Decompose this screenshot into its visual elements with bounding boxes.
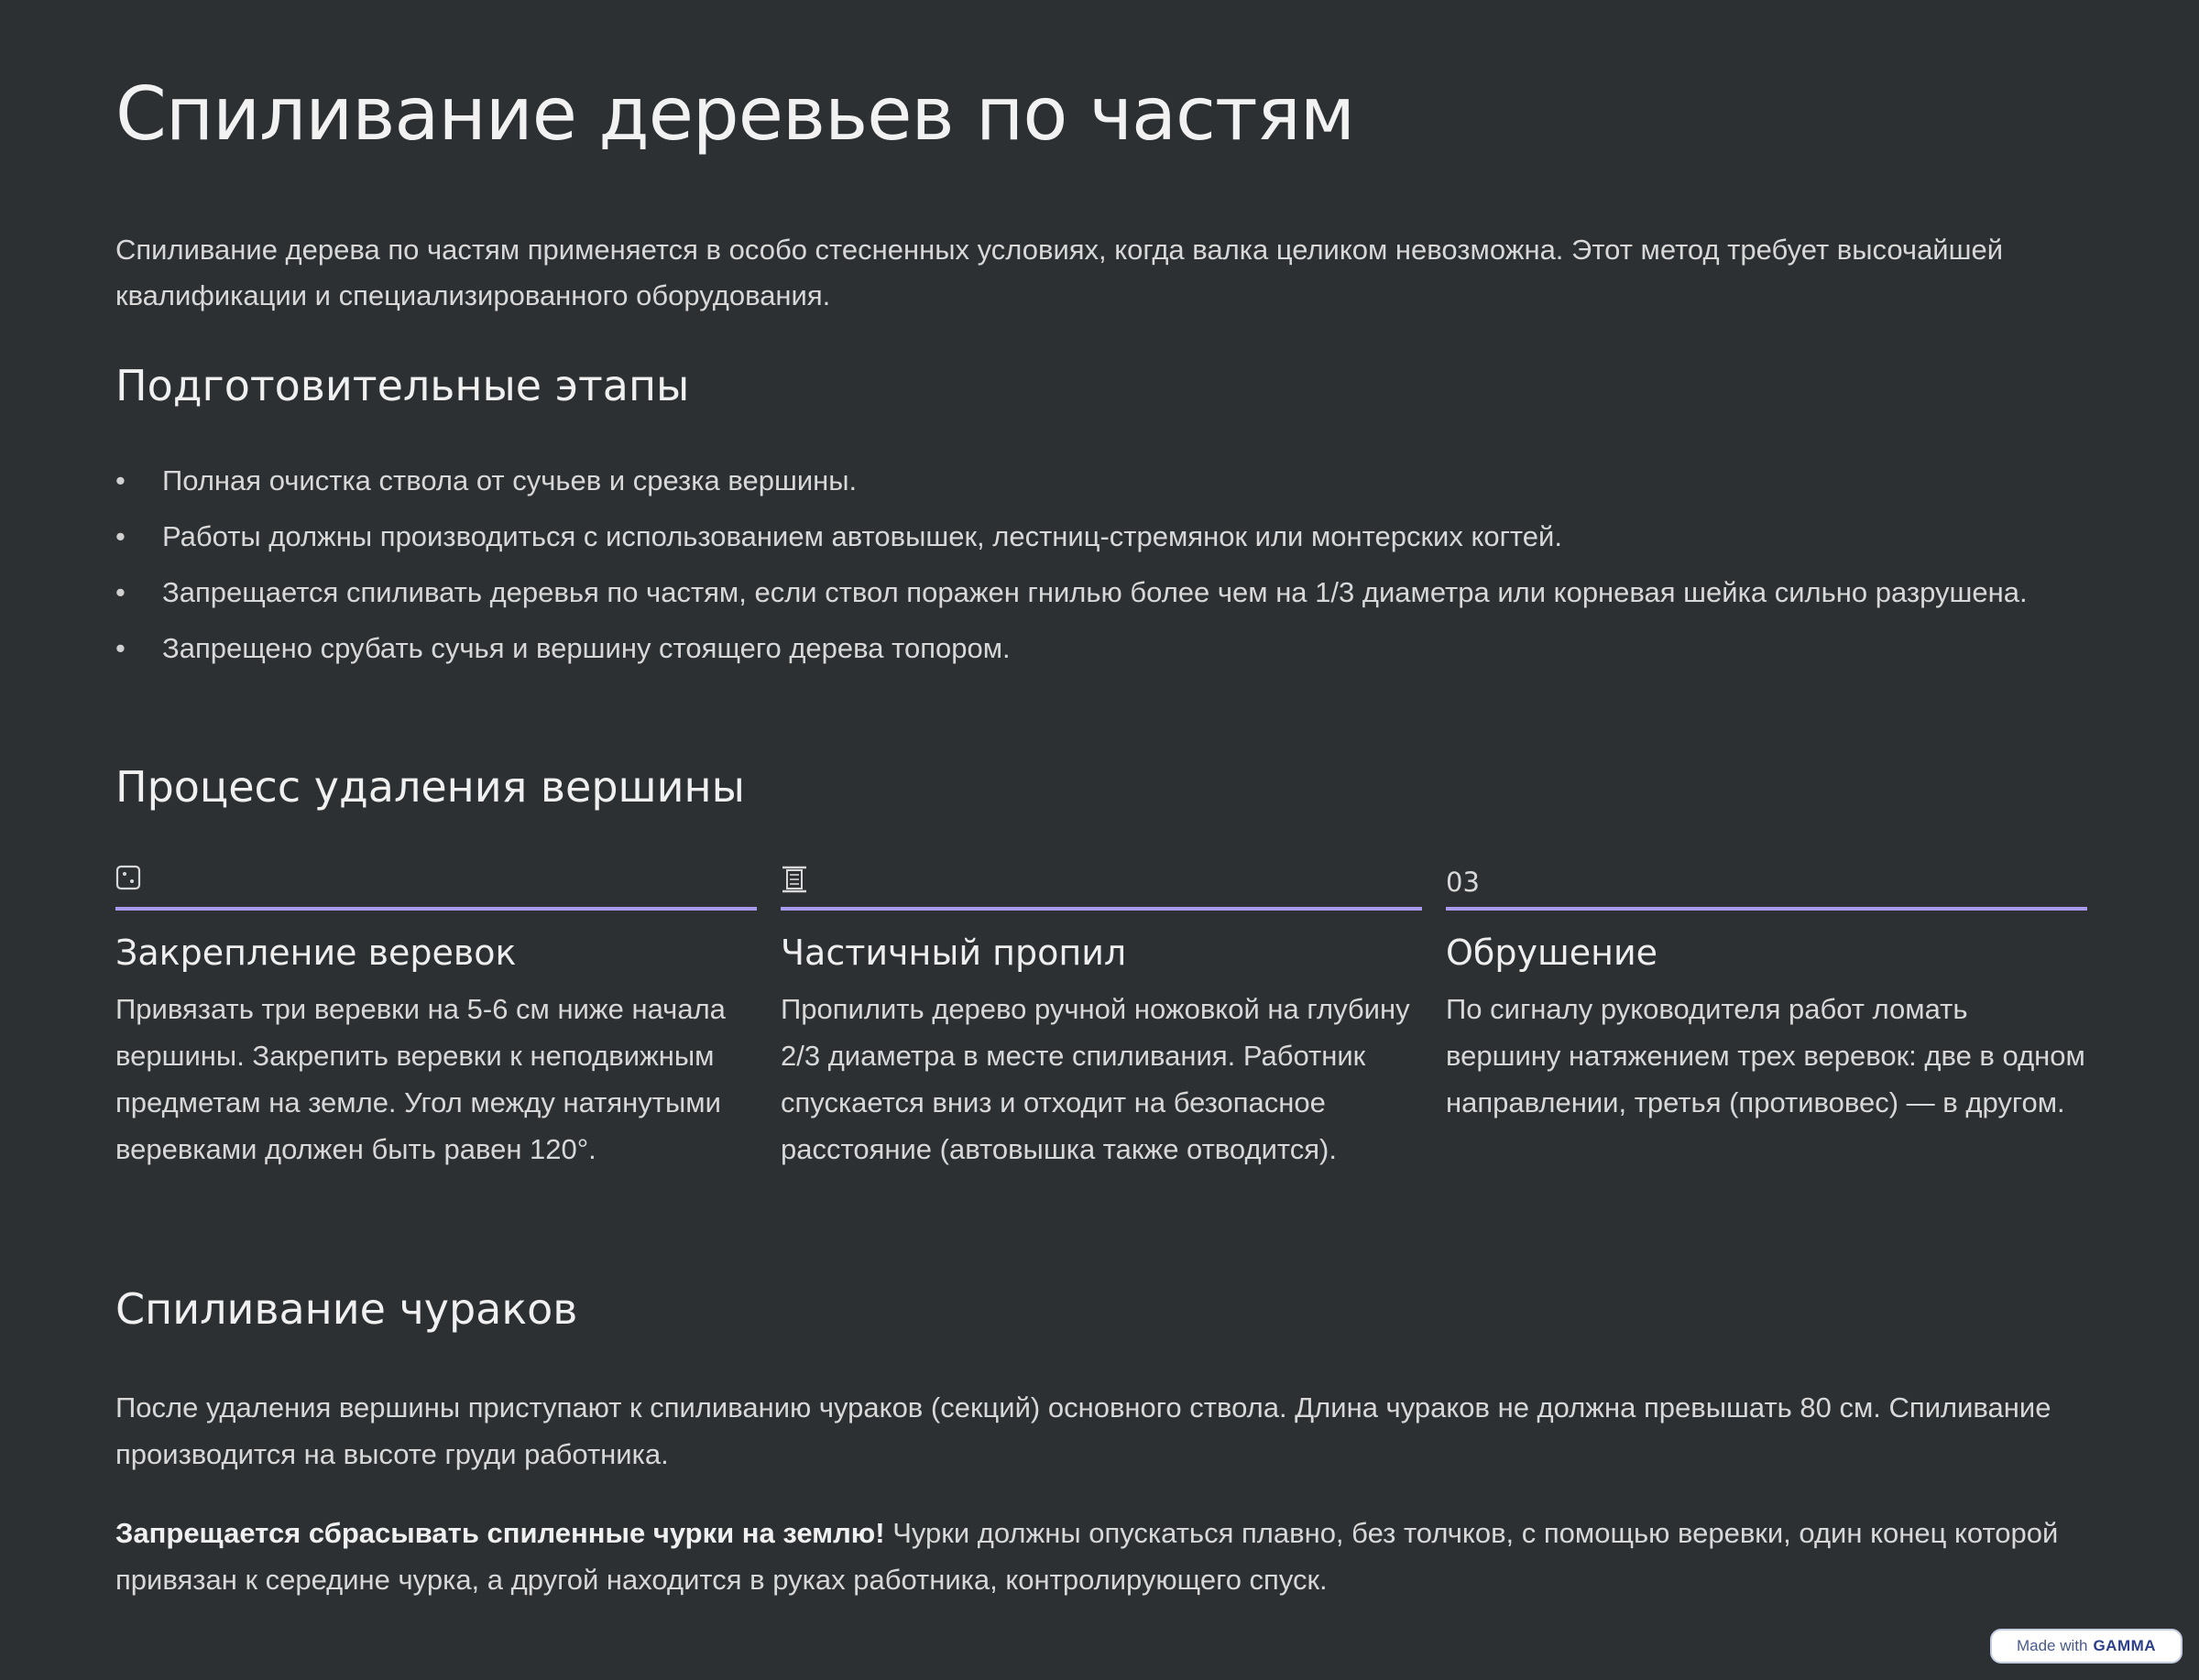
churaki-warning (115, 1510, 2085, 1603)
intro-paragraph: Спиливание дерева по частям применяется в особо стесненных условиях, когда валка целиком невозможна. Этот метод требует высочайшей квалификации и специализированного оборудования. (115, 234, 2004, 311)
section-heading-churaki: Спиливание чураков (115, 1284, 578, 1334)
warning-bold-text: Запрещается сбрасывать спиленные чурки на землю! (115, 1517, 885, 1549)
page-title: Спиливание деревьев по частям (115, 71, 1355, 157)
warning-text: Чурки должны опускаться плавно, без толчков, с помощью веревки, один конец которой привязан к середине чурка, а другой находится в руках работника, контролирующего спуск. (115, 1517, 2059, 1596)
step-title: Закрепление веревок (115, 933, 517, 973)
list-item: • Запрещается спиливать деревья по частям, если ствол поражен гнилью более чем на 1/3 диаметра или корневая шейка сильно разрушена. (115, 570, 2085, 616)
step-card-3 (1446, 861, 2087, 1126)
steps-row (115, 861, 2085, 1227)
section-heading-prep: Подготовительные этапы (115, 361, 690, 410)
step-header (115, 861, 757, 911)
step-text: Пропилить дерево ручной ножовкой на глубину 2/3 диаметра в месте спиливания. Работник спускается вниз и отходит на безопасное расстояние (автовышка также отводится). (781, 993, 1410, 1165)
section-heading-top-removal: Процесс удаления вершины (115, 762, 745, 812)
churaki-paragraph: После удаления вершины приступают к спиливанию чураков (секций) основного ствола. Длина чураков не должна превышать 80 см. Спиливание производится на высоте груди работника. (115, 1391, 2051, 1470)
step-text: Привязать три веревки на 5-6 см ниже начала вершины. Закрепить веревки к неподвижным предметам на земле. Угол между натянутыми веревками должен быть равен 120°. (115, 993, 726, 1165)
step-title: Частичный пропил (781, 933, 1127, 973)
step-header (1446, 861, 2087, 911)
list-item: • Полная очистка ствола от сучьев и срезка вершины. (115, 458, 2085, 504)
dice-icon (115, 865, 141, 898)
step-card-2 (781, 861, 1422, 1173)
prep-list (115, 458, 2085, 682)
gamma-logo: GAMMA (2093, 1637, 2157, 1654)
scroll-icon (781, 865, 808, 901)
step-number: 03 (1446, 867, 1480, 898)
step-title: Обрушение (1446, 933, 1658, 973)
badge-prefix: Made with (2016, 1637, 2088, 1654)
step-header (781, 861, 1422, 911)
list-item: • Запрещено срубать сучья и вершину стоящего дерева топором. (115, 626, 2085, 671)
made-with-gamma-badge[interactable] (1990, 1629, 2183, 1664)
list-item: • Работы должны производиться с использованием автовышек, лестниц-стремянок или монтерских когтей. (115, 514, 2085, 560)
step-text: По сигналу руководителя работ ломать вершину натяжением трех веревок: две в одном направлении, третья (противовес) — в другом. (1446, 993, 2085, 1118)
step-card-1 (115, 861, 757, 1173)
